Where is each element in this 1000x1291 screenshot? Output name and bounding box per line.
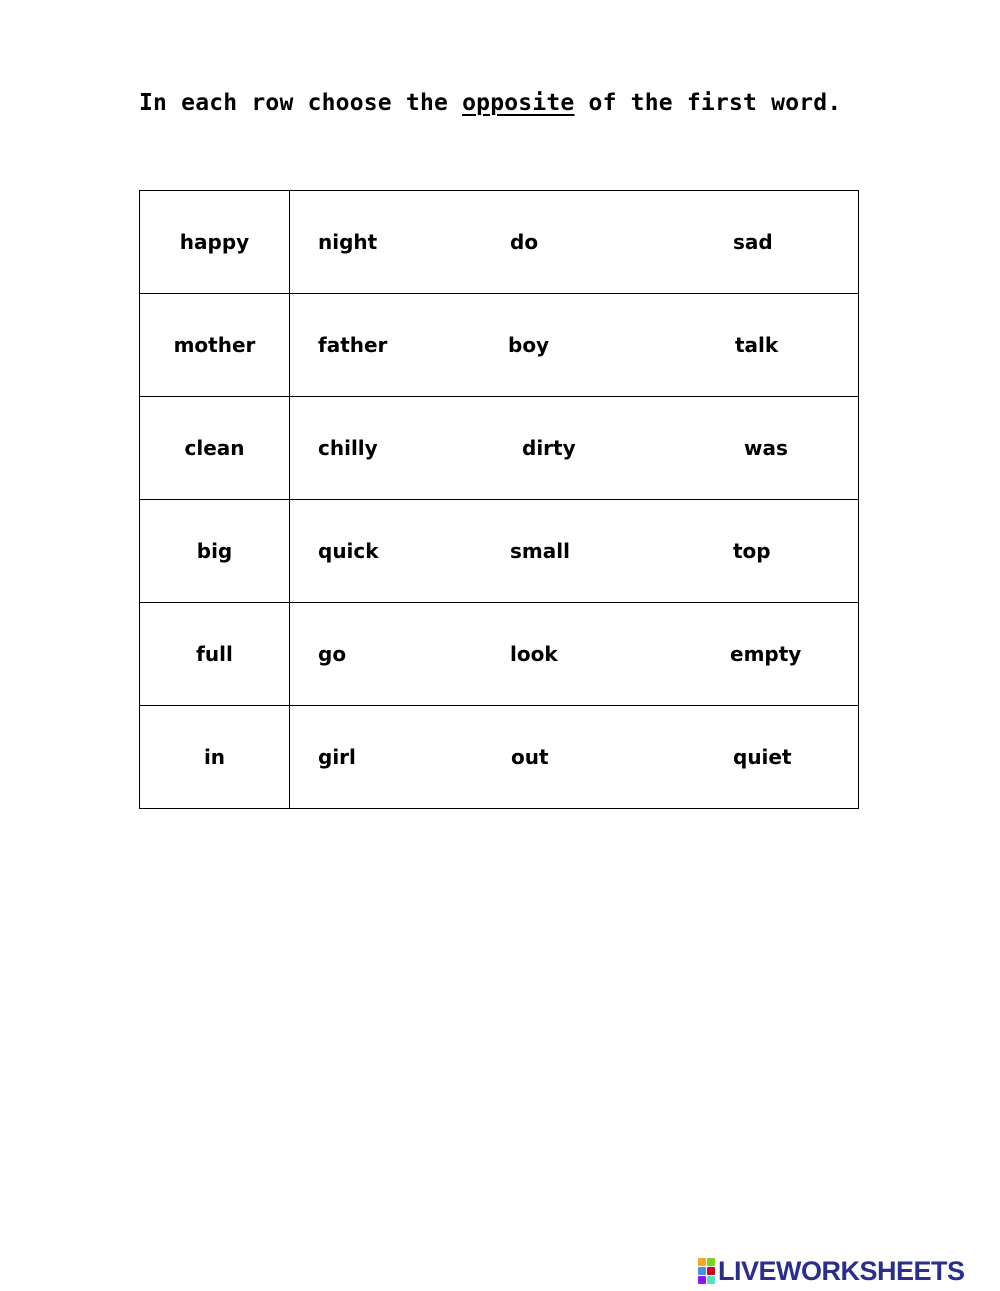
liveworksheets-brand-text: LIVEWORKSHEETS <box>718 1255 965 1286</box>
choice-option[interactable]: small <box>510 539 570 563</box>
logo-block <box>698 1258 706 1266</box>
first-word: mother <box>173 333 256 357</box>
choice-option[interactable]: was <box>744 436 788 460</box>
first-word: big <box>196 539 233 563</box>
first-word-cell <box>140 397 290 500</box>
liveworksheets-logo[interactable] <box>698 1256 965 1286</box>
choice-option[interactable]: top <box>733 539 771 563</box>
choices-cell <box>290 706 859 809</box>
table-row <box>140 603 859 706</box>
first-word-cell <box>140 191 290 294</box>
choices-cell <box>290 500 859 603</box>
choice-option[interactable]: do <box>510 230 539 254</box>
first-word-cell <box>140 706 290 809</box>
liveworksheets-logo-icon <box>698 1258 715 1284</box>
logo-block <box>698 1267 706 1275</box>
table-row <box>140 397 859 500</box>
choice-option[interactable]: girl <box>318 745 356 769</box>
table-row <box>140 191 859 294</box>
instruction-keyword: opposite <box>462 90 575 116</box>
table-row <box>140 500 859 603</box>
first-word-cell <box>140 500 290 603</box>
logo-block <box>707 1276 715 1284</box>
choices-cell <box>290 603 859 706</box>
first-word: full <box>196 642 233 666</box>
instruction-after: of the first word. <box>574 90 842 116</box>
choice-option[interactable]: out <box>511 745 549 769</box>
choice-option[interactable]: look <box>510 642 558 666</box>
logo-block <box>707 1258 715 1266</box>
choice-option[interactable]: quiet <box>733 745 792 769</box>
choice-option[interactable]: go <box>318 642 347 666</box>
first-word: in <box>203 745 226 769</box>
choices-cell <box>290 397 859 500</box>
first-word: happy <box>179 230 250 254</box>
choice-option[interactable]: quick <box>318 539 379 563</box>
opposites-table <box>139 190 859 809</box>
choice-option[interactable]: chilly <box>318 436 378 460</box>
logo-block <box>707 1267 715 1275</box>
choice-option[interactable]: night <box>318 230 378 254</box>
choices-cell <box>290 294 859 397</box>
choice-option[interactable]: talk <box>735 333 779 357</box>
table-row <box>140 294 859 397</box>
table-row <box>140 706 859 809</box>
choices-cell <box>290 191 859 294</box>
instruction-heading <box>139 90 841 116</box>
first-word: clean <box>184 436 245 460</box>
choice-option[interactable]: empty <box>730 642 802 666</box>
choice-option[interactable]: sad <box>733 230 773 254</box>
choice-option[interactable]: father <box>318 333 388 357</box>
first-word-cell <box>140 603 290 706</box>
logo-block <box>698 1276 706 1284</box>
instruction-before: In each row choose the <box>139 90 463 116</box>
choice-option[interactable]: dirty <box>522 436 576 460</box>
first-word-cell <box>140 294 290 397</box>
choice-option[interactable]: boy <box>508 333 550 357</box>
